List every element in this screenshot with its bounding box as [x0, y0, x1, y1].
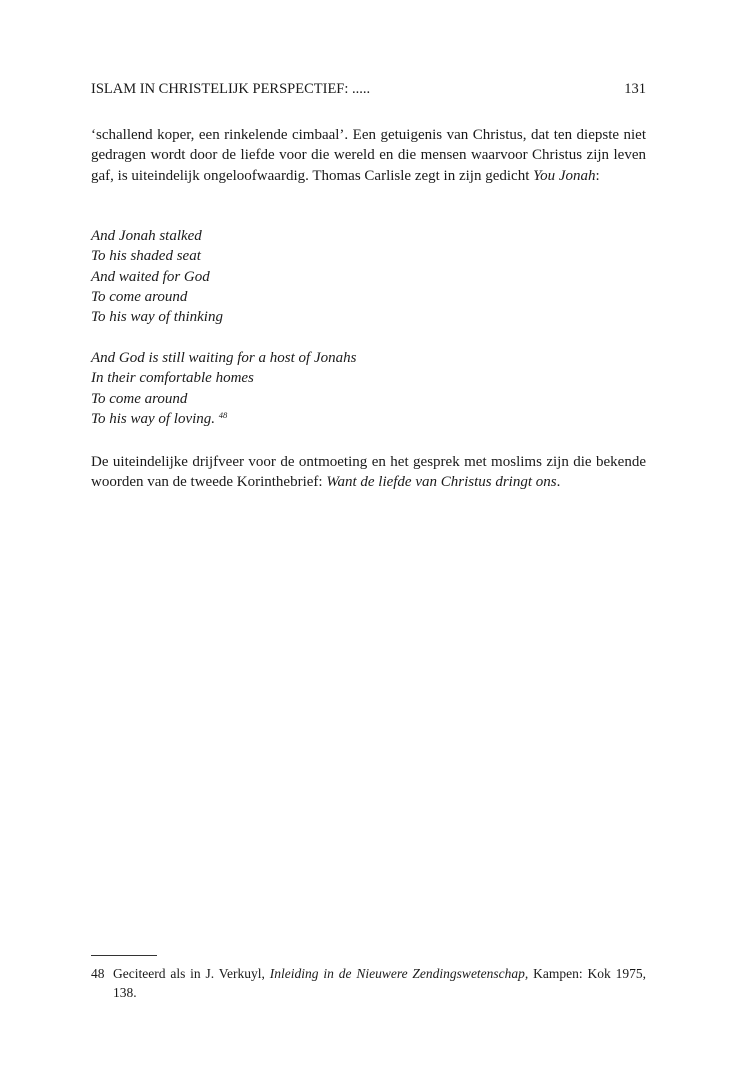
footnote-reference[interactable]: 48	[218, 409, 228, 420]
poem-line: And waited for God	[91, 268, 210, 285]
poem-line: In their comfortable homes	[91, 370, 254, 387]
poem-line: To his shaded seat	[91, 248, 201, 265]
paragraph-conclusion	[91, 452, 646, 493]
footnote-separator	[91, 955, 157, 956]
footnote-book-title: Inleiding in de Nieuwere Zendingswetenschap,	[269, 966, 529, 981]
paragraph-conclusion-text: De uiteindelijke drijfveer voor de ontmoeting en het gesprek met moslims zijn die bekende woorden van de tweede Korinthebrief:	[91, 454, 646, 491]
running-title: ISLAM IN CHRISTELIJK PERSPECTIEF: .....	[91, 81, 371, 97]
poem-line: To come around	[91, 390, 188, 407]
page-number: 131	[624, 81, 646, 97]
poem-stanza-2	[91, 348, 646, 429]
paragraph-intro-text: ‘schallend koper, een rinkelende cimbaal’. Een getuigenis van Christus, dat ten diepste niet gedragen wordt door de liefde voor die wereld en die mensen waarvoor Christus zijn leven gaf, is uiteindelijk ongeloofwaardig. Thomas Carlisle zegt in zijn gedicht	[91, 127, 646, 184]
footnote-text-after: Kampen: Kok 1975, 138.	[113, 966, 646, 1000]
poem-line: And God is still waiting for a host of Jonahs	[91, 350, 357, 366]
footnote-number: 48	[91, 966, 105, 981]
footnote-text-before: Geciteerd als in J. Verkuyl,	[113, 966, 270, 981]
paragraph-conclusion-end: .	[556, 474, 561, 491]
poem-line: To his way of thinking	[91, 309, 223, 326]
paragraph-intro-colon: :	[595, 167, 600, 184]
scripture-quote: Want de liefde van Christus dringt ons	[326, 474, 557, 491]
poem-last-line	[91, 409, 646, 429]
poem-title: You Jonah	[533, 167, 596, 184]
poem-stanza-1	[91, 226, 646, 327]
poem-line: And Jonah stalked	[91, 228, 202, 244]
paragraph-intro	[91, 125, 646, 186]
poem-line: To come around	[91, 288, 188, 305]
running-header	[91, 80, 646, 98]
poem-last-line-text: To his way of loving.	[91, 410, 216, 427]
footnote	[91, 964, 646, 1002]
